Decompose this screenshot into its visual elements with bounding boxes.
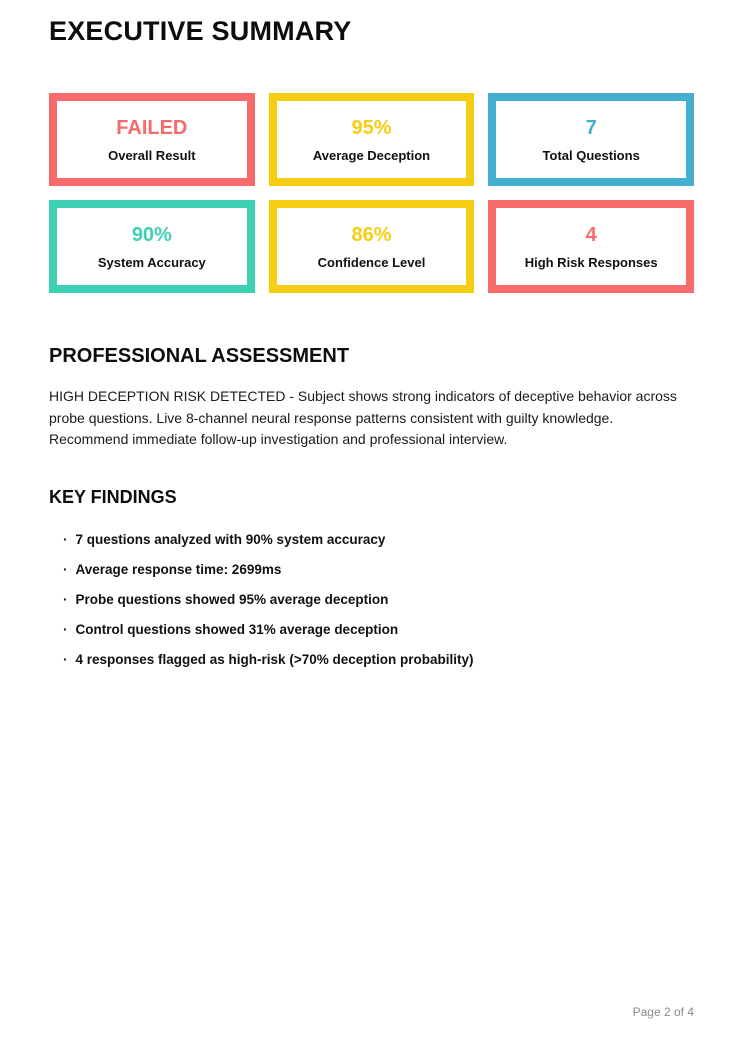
stat-label: System Accuracy <box>97 254 206 270</box>
bullet-icon: · <box>63 561 68 577</box>
summary-cards <box>49 93 694 293</box>
stat-label: Total Questions <box>542 147 640 163</box>
bullet-icon: · <box>63 531 68 547</box>
stat-card-total-questions <box>488 93 694 186</box>
bullet-icon: · <box>63 621 68 637</box>
stat-value: 90% <box>131 223 172 246</box>
bullet-icon: · <box>63 651 68 667</box>
stat-card-overall-result <box>49 93 255 186</box>
finding-text: Control questions showed 31% average deception <box>75 621 399 637</box>
stat-value: 4 <box>585 223 597 246</box>
key-findings-list <box>49 532 694 667</box>
finding-text: Average response time: 2699ms <box>75 561 282 577</box>
stat-card-high-risk-responses <box>488 200 694 293</box>
stat-label: Overall Result <box>108 147 196 163</box>
finding-item <box>49 562 694 577</box>
bullet-icon: · <box>63 591 68 607</box>
stat-card-confidence-level <box>269 200 475 293</box>
professional-assessment-body: HIGH DECEPTION RISK DETECTED - Subject shows strong indicators of deceptive behavior across probe questions. Live 8-channel neural response patterns consistent with guilty knowledge. Recommend immediate follow-up investigation and professional interview. <box>49 388 677 447</box>
page-title: EXECUTIVE SUMMARY <box>49 16 352 46</box>
professional-assessment-heading: PROFESSIONAL ASSESSMENT <box>49 345 350 367</box>
stat-value: FAILED <box>116 116 188 139</box>
finding-text: 7 questions analyzed with 90% system accuracy <box>75 531 386 547</box>
key-findings-section <box>49 487 694 667</box>
finding-text: Probe questions showed 95% average deception <box>75 591 389 607</box>
key-findings-heading: KEY FINDINGS <box>49 486 177 507</box>
professional-assessment-section <box>49 345 694 451</box>
finding-item <box>49 532 694 547</box>
stat-label: Confidence Level <box>317 254 426 270</box>
finding-item <box>49 592 694 607</box>
finding-item <box>49 622 694 637</box>
stat-value: 86% <box>351 223 392 246</box>
page-number: Page 2 of 4 <box>632 1005 694 1019</box>
stat-value: 7 <box>585 116 597 139</box>
stat-label: Average Deception <box>312 147 431 163</box>
finding-text: 4 responses flagged as high-risk (>70% deception probability) <box>75 651 474 667</box>
finding-item <box>49 652 694 667</box>
stat-value: 95% <box>351 116 392 139</box>
stat-card-system-accuracy <box>49 200 255 293</box>
stat-label: High Risk Responses <box>524 254 658 270</box>
stat-card-average-deception <box>269 93 475 186</box>
